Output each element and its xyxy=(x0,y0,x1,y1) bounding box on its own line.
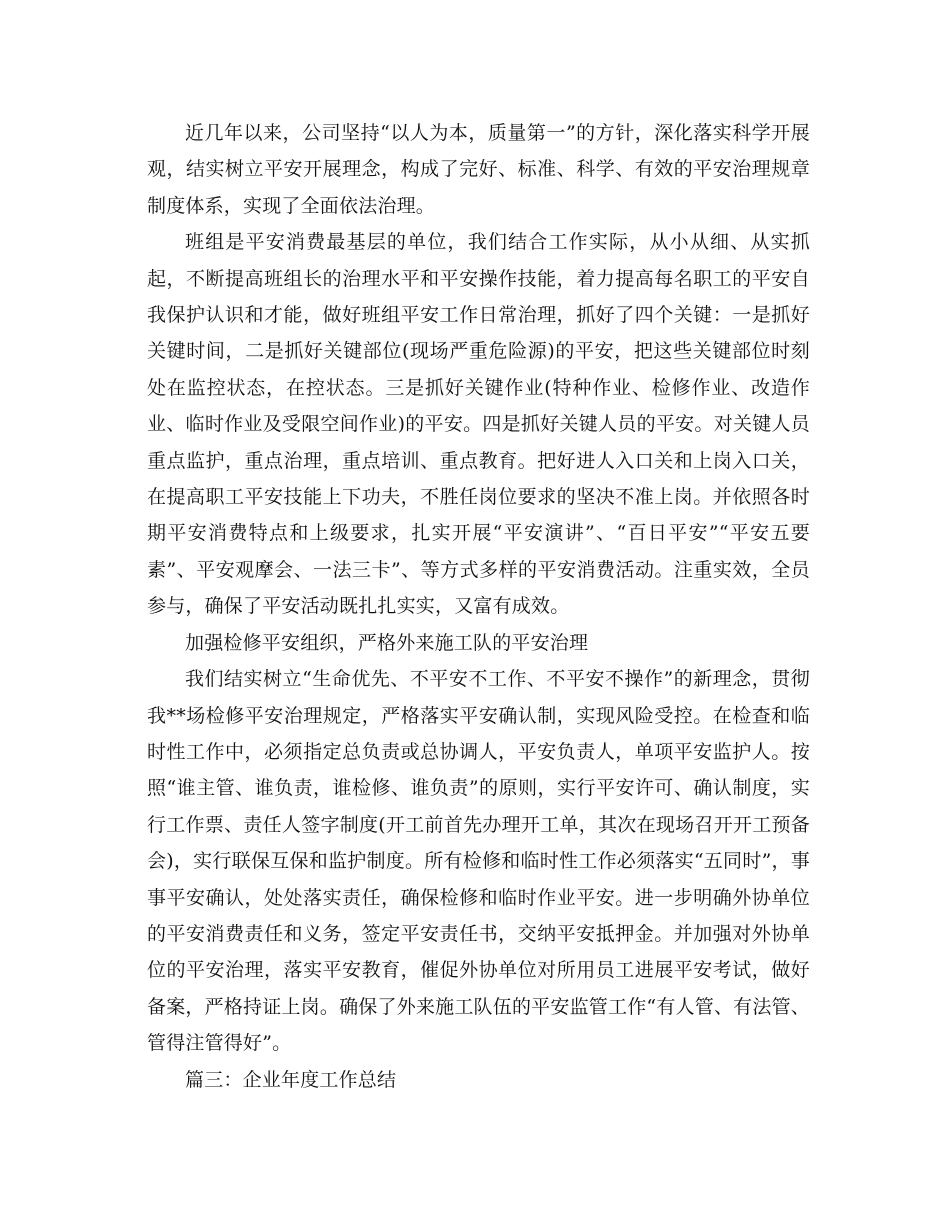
section-heading-part-three: 篇三：企业年度工作总结 xyxy=(185,1068,397,1091)
paragraph-team-safety: 班组是平安消费最基层的单位，我们结合工作实际，从小从细、从实抓起，不断提高班组长的治理水平和平安操作技能，着力提高每名职工的平安自我保护认识和才能，做好班组平安工作日常治理，抓好了四个关键：一是抓好关键时间，二是抓好关键部位(现场严重危险源)的平安，把这些关键部位时刻处在监控状态，在控状态。三是抓好关键作业(特种作业、检修作业、改造作业、临时作业及受限空间作业)的平安。四是抓好关键人员的平安。对关键人员重点监护，重点治理，重点培训、重点教育。把好进人入口关和上岗入口关，在提高职工平安技能上下功夫，不胜任岗位要求的坚决不准上岗。并依照各时期平安消费特点和上级要求，扎实开展“平安演讲”、“百日平安”“平安五要素”、平安观摩会、一法三卡”、等方式多样的平安消费活动。注重实效，全员参与，确保了平安活动既扎扎实实，又富有成效。 xyxy=(147,231,810,618)
document-body xyxy=(147,115,810,1098)
section-heading-maintenance: 加强检修平安组织，严格外来施工队的平安治理 xyxy=(185,631,589,654)
paragraph-maintenance-safety: 我们结实树立“生命优先、不平安不工作、不平安不操作”的新理念，贯彻我**场检修平安治理规定，严格落实平安确认制，实现风险受控。在检查和临时性工作中，必须指定总负责或总协调人，平安负责人，单项平安监护人。按照“谁主管、谁负责，谁检修、谁负责”的原则，实行平安许可、确认制度，实行工作票、责任人签字制度(开工前首先办理开工单，其次在现场召开开工预备会)，实行联保互保和监护制度。所有检修和临时性工作必须落实“五同时”，事事平安确认，处处落实责任，确保检修和临时作业平安。进一步明确外协单位的平安消费责任和义务，签定平安责任书，交纳平安抵押金。并加强对外协单位的平安治理，落实平安教育，催促外协单位对所用员工进展平安考试，做好备案，严格持证上岗。确保了外来施工队伍的平安监管工作“有人管、有法管、管得注管得好”。 xyxy=(147,668,810,1055)
paragraph-intro: 近几年以来，公司坚持“以人为本，质量第一”的方针，深化落实科学开展观，结实树立平安开展理念，构成了完好、标准、科学、有效的平安治理规章制度体系，实现了全面依法治理。 xyxy=(147,122,810,217)
